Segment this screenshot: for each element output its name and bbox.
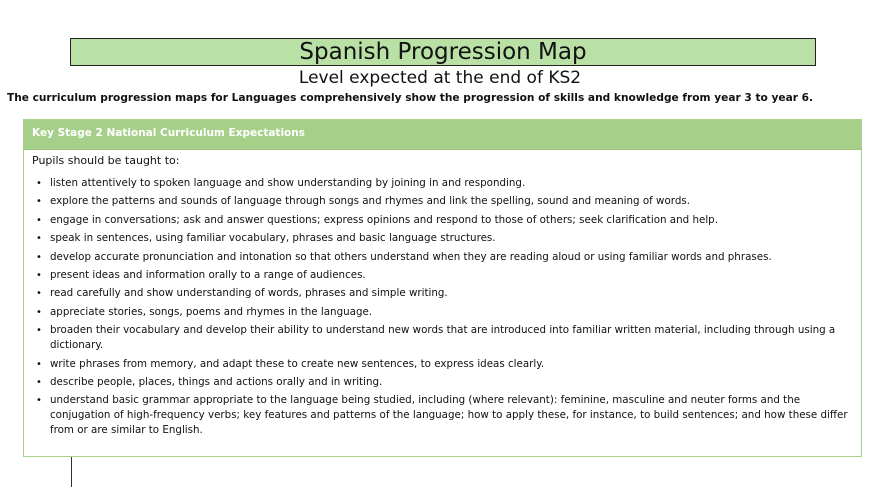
page-title: Spanish Progression Map <box>70 38 816 66</box>
list-item-text: understand basic grammar appropriate to the language being studied, including (where relevant): feminine, masculine and neuter forms and the conjugation of high-frequency verbs; key features and patterns of the language; how to apply these, for instance, to build sentences; and how these differ from or are similar to English. <box>50 394 848 437</box>
list-item <box>24 176 854 191</box>
expectations-panel <box>23 119 862 457</box>
list-item <box>24 286 854 301</box>
bullet-icon: • <box>36 269 42 281</box>
list-item-text: explore the patterns and sounds of language through songs and rhymes and link the spelling, sound and meaning of words. <box>50 195 691 208</box>
bullet-icon: • <box>36 358 42 370</box>
list-item-text: broaden their vocabulary and develop their ability to understand new words that are introduced into familiar written material, including through using a dictionary. <box>50 324 836 352</box>
list-item <box>24 194 854 209</box>
list-item-text: develop accurate pronunciation and intonation so that others understand when they are reading aloud or using familiar words and phrases. <box>50 250 772 263</box>
list-item <box>24 357 854 372</box>
intro-text: The curriculum progression maps for Languages comprehensively show the progression of skills and knowledge from year 3 to year 6. <box>6 92 814 104</box>
list-item <box>24 250 854 265</box>
bullet-icon: • <box>36 251 42 263</box>
list-item <box>24 393 854 438</box>
list-item-text: write phrases from memory, and adapt these to create new sentences, to express ideas clearly. <box>50 357 545 370</box>
panel-header: Key Stage 2 National Curriculum Expectations <box>24 120 861 150</box>
list-item-text: read carefully and show understanding of words, phrases and simple writing. <box>50 287 448 300</box>
bullet-icon: • <box>36 325 42 337</box>
list-item-text: appreciate stories, songs, poems and rhymes in the language. <box>50 305 373 318</box>
list-item <box>24 323 854 353</box>
list-item <box>24 213 854 228</box>
page-subtitle: Level expected at the end of KS2 <box>298 68 582 88</box>
bullet-icon: • <box>36 306 42 318</box>
text-cursor-line <box>71 457 72 487</box>
list-item <box>24 375 854 390</box>
bullet-icon: • <box>36 376 42 388</box>
list-item-text: engage in conversations; ask and answer questions; express opinions and respond to those of others; seek clarification and help. <box>50 213 718 226</box>
list-item-text: present ideas and information orally to a range of audiences. <box>50 268 366 281</box>
bullet-icon: • <box>36 288 42 300</box>
panel-lead-text: Pupils should be taught to: <box>32 154 180 167</box>
bullet-icon: • <box>36 214 42 226</box>
list-item-text: describe people, places, things and actions orally and in writing. <box>50 375 383 388</box>
bullet-icon: • <box>36 178 42 189</box>
bullet-icon: • <box>36 233 42 245</box>
list-item <box>24 268 854 283</box>
list-item <box>24 231 854 246</box>
bullet-icon: • <box>36 196 42 208</box>
list-item-text: listen attentively to spoken language and show understanding by joining in and responding. <box>50 177 526 189</box>
expectations-list <box>24 176 854 442</box>
list-item <box>24 305 854 320</box>
bullet-icon: • <box>36 395 42 407</box>
list-item-text: speak in sentences, using familiar vocabulary, phrases and basic language structures. <box>50 232 496 245</box>
